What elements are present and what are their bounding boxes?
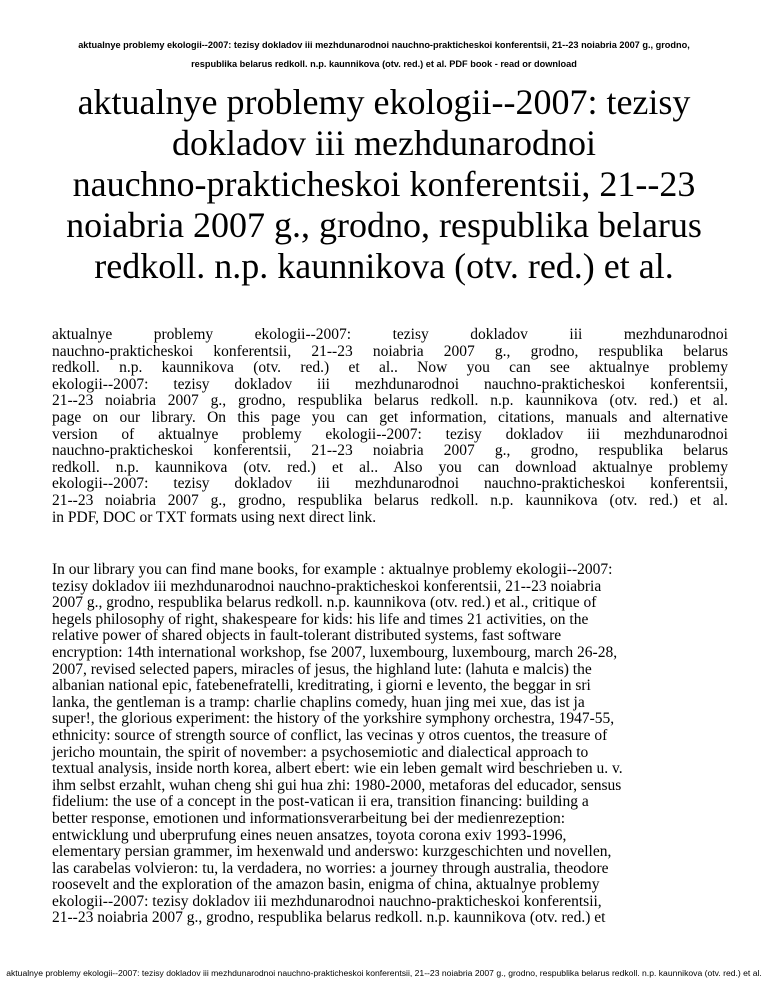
intro-line: nauchno-prakticheskoi konferentsii, 21--23 noiabria 2007 g., grodno, respublika belarus bbox=[52, 442, 728, 460]
intro-line: 21--23 noiabria 2007 g., grodno, respublika belarus redkoll. n.p. kaunnikova (otv. red.) et al. bbox=[52, 491, 728, 509]
intro-line: ekologii--2007: tezisy dokladov iii mezhdunarodnoi nauchno-prakticheskoi konferentsii, bbox=[52, 475, 728, 493]
library-line: lanka, the gentleman is a tramp: charlie chaplins comedy, huan jing mei xue, das ist ja bbox=[52, 693, 585, 711]
intro-line: redkoll. n.p. kaunnikova (otv. red.) et al.. Also you can download aktualnye problemy bbox=[52, 458, 728, 476]
title-line: redkoll. n.p. kaunnikova (otv. red.) et al. bbox=[94, 246, 674, 286]
intro-line: in PDF, DOC or TXT formats using next direct link. bbox=[52, 508, 377, 526]
library-line: roosevelt and the exploration of the amazon basin, enigma of china, aktualnye problemy bbox=[52, 876, 600, 894]
library-line: hegels philosophy of right, shakespeare for kids: his life and times 21 activities, on the bbox=[52, 610, 589, 628]
intro-line: page on our library. On this page you can get information, citations, manuals and alternative bbox=[52, 408, 728, 426]
library-line: encryption: 14th international workshop, fse 2007, luxembourg, luxembourg, march 26-28, bbox=[52, 643, 618, 661]
title-line: dokladov iii mezhdunarodnoi bbox=[172, 123, 596, 163]
library-line: entwicklung und uberprufung eines neuen ansatzes, toyota corona exiv 1993-1996, bbox=[52, 826, 567, 844]
intro-line: redkoll. n.p. kaunnikova (otv. red.) et al.. Now you can see aktualnye problemy bbox=[52, 359, 728, 377]
intro-paragraph bbox=[52, 327, 728, 526]
library-line: jericho mountain, the spirit of november: a psychosemiotic and dialectical approach to bbox=[52, 743, 589, 761]
library-line: elementary persian grammer, im hexenwald und anderswo: kurzgeschichten und novellen, bbox=[52, 843, 612, 861]
library-line: ekologii--2007: tezisy dokladov iii mezhdunarodnoi nauchno-prakticheskoi konferentsii, bbox=[52, 892, 602, 910]
title-line: aktualnye problemy ekologii--2007: tezisy bbox=[77, 82, 691, 122]
page-title bbox=[10, 82, 758, 287]
intro-line: aktualnye problemy ekologii--2007: tezisy dokladov iii mezhdunarodnoi bbox=[52, 326, 728, 343]
intro-line: 21--23 noiabria 2007 g., grodno, respublika belarus redkoll. n.p. kaunnikova (otv. red.) et al. bbox=[52, 392, 728, 410]
page-footer bbox=[0, 967, 768, 979]
library-paragraph bbox=[52, 562, 728, 927]
intro-line: nauchno-prakticheskoi konferentsii, 21--23 noiabria 2007 g., grodno, respublika belarus bbox=[52, 342, 728, 360]
library-line: super!, the glorious experiment: the history of the yorkshire symphony orchestra, 1947-55, bbox=[52, 710, 615, 728]
intro-line: version of aktualnye problemy ekologii--2007: tezisy dokladov iii mezhdunarodnoi bbox=[52, 425, 728, 443]
library-line: textual analysis, inside north korea, albert ebert: wie ein leben gemalt wird beschrieben u. v. bbox=[52, 760, 623, 778]
title-line: noiabria 2007 g., grodno, respublika belarus bbox=[66, 205, 702, 245]
library-line: tezisy dokladov iii mezhdunarodnoi nauchno-prakticheskoi konferentsii, 21--23 noiabria bbox=[52, 577, 602, 595]
library-line: 21--23 noiabria 2007 g., grodno, respublika belarus redkoll. n.p. kaunnikova (otv. red.) et bbox=[52, 909, 606, 927]
header-line-1: aktualnye problemy ekologii--2007: tezisy dokladov iii mezhdunarodnoi nauchno-prakticheskoi konferentsii, 21--23 noiabria 2007 g., grodno, bbox=[78, 40, 690, 50]
library-line: las carabelas volvieron: tu, la verdadera, no worries: a journey through australia, theodore bbox=[52, 859, 609, 877]
library-line: albanian national epic, fatebenefratelli, kreditrating, i giorni e levento, the beggar in sri bbox=[52, 677, 591, 695]
library-line: In our library you can find mane books, for example : aktualnye problemy ekologii--2007: bbox=[52, 561, 613, 578]
intro-line: ekologii--2007: tezisy dokladov iii mezhdunarodnoi nauchno-prakticheskoi konferentsii, bbox=[52, 375, 728, 393]
library-line: fidelium: the use of a concept in the post-vatican ii era, transition financing: building a bbox=[52, 793, 589, 811]
footer-text: aktualnye problemy ekologii--2007: tezisy dokladov iii mezhdunarodnoi nauchno-prakticheskoi konferentsii, 21--23 noiabria 2007 g., grodno, respublika belarus redkoll. n.p. kaunnikova (otv. red.) et al. bbox=[6, 968, 762, 978]
header-line-2: respublika belarus redkoll. n.p. kaunnikova (otv. red.) et al. PDF book - read or download bbox=[191, 59, 577, 69]
title-line: nauchno-prakticheskoi konferentsii, 21--23 bbox=[72, 164, 696, 204]
library-line: relative power of shared objects in fault-tolerant distributed systems, fast software bbox=[52, 627, 562, 645]
page-header bbox=[0, 36, 768, 74]
library-line: ihm selbst erzahlt, wuhan cheng shi gui hua zhi: 1980-2000, metaforas del educador, sensus bbox=[52, 776, 622, 794]
library-line: better response, emotionen und informationsverarbeitung bei der medienrezeption: bbox=[52, 809, 566, 827]
library-line: ethnicity: source of strength source of conflict, las vecinas y otros cuentos, the treasure of bbox=[52, 726, 608, 744]
library-line: 2007, revised selected papers, miracles of jesus, the highland lute: (lahuta e malcis) the bbox=[52, 660, 592, 678]
library-line: 2007 g., grodno, respublika belarus redkoll. n.p. kaunnikova (otv. red.) et al., critique of bbox=[52, 594, 597, 612]
